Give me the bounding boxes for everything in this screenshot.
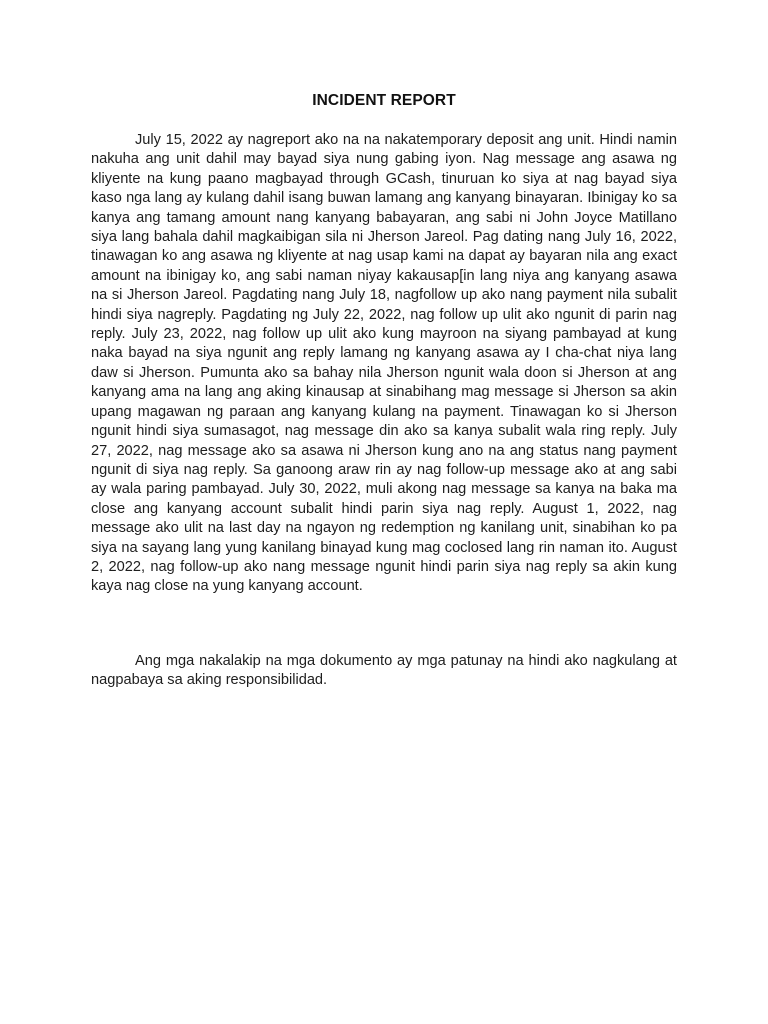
document-title: INCIDENT REPORT xyxy=(312,92,456,109)
body-paragraph-2: Ang mga nakalakip na mga dokumento ay mga patunay na hindi ako nagkulang at nagpabaya sa aking responsibilidad. xyxy=(91,653,677,689)
body-paragraph-1: July 15, 2022 ay nagreport ako na na nakatemporary deposit ang unit. Hindi namin nakuha ang unit dahil may bayad siya nung gabing iyon. Nag message ang asawa ng kliyente na kung paano magbayad through GCash, tinuruan ko siya at nag bayad siya kaso nga lang ay kulang dahil isang buwan lamang ang kanyang binayaran. Ibinigay ko sa kanya ang tamang amount nang kanyang babayaran, ang sabi ni John Joyce Matillano siya lang bahala dahil magkaibigan sila ni Jherson Jareol. Pag dating nang July 16, 2022, tinawagan ko ang asawa ng kliyente at nag usap kami na dapat ay bayaran nila ang exact amount na ibinigay ko, ang sabi naman niyay kakausap[in lang niya ang kanyang asawa na si Jherson Jareol. Pagdating nang July 18, nagfollow up ako nang payment nila subalit hindi siya nagreply. Pagdating ng July 22, 2022, nag follow up ulit ako ngunit di parin nag reply. July 23, 2022, nag follow up ulit ako kung mayroon na siyang pambayad at kung naka bayad na siya ngunit ang reply lamang ng kanyang asawa ay I cha-chat niya lang daw si Jherson. Pumunta ako sa bahay nila Jherson ngunit wala doon si Jherson at ang kanyang ama na lang ang aking kinausap at sinabihang mag message si Jherson sa akin upang magawan ng paraan ang kanyang kulang na payment. Tinawagan ko si Jherson ngunit hindi siya sumasagot, nag message din ako sa kanya subalit wala ring reply. July 27, 2022, nag message ako sa asawa ni Jherson kung ano na ang status nang payment ngunit di siya nag reply. Sa ganoong araw rin ay nag follow-up message ako at ang sabi ay wala paring pambayad. July 30, 2022, muli akong nag message sa kanya na baka ma close ang kanyang account subalit hindi parin siya nag reply. August 1, 2022, nag message ako ulit na last day na ngayon ng redemption ng kanilang unit, sinabihan ko pa siya na sayang lang yung kanilang binayad kung mag coclosed lang rin naman ito. August 2, 2022, nag follow-up ako nang message ngunit hindi parin siya nag reply sa akin kung kaya nag close na yung kanyang account. xyxy=(91,132,677,595)
